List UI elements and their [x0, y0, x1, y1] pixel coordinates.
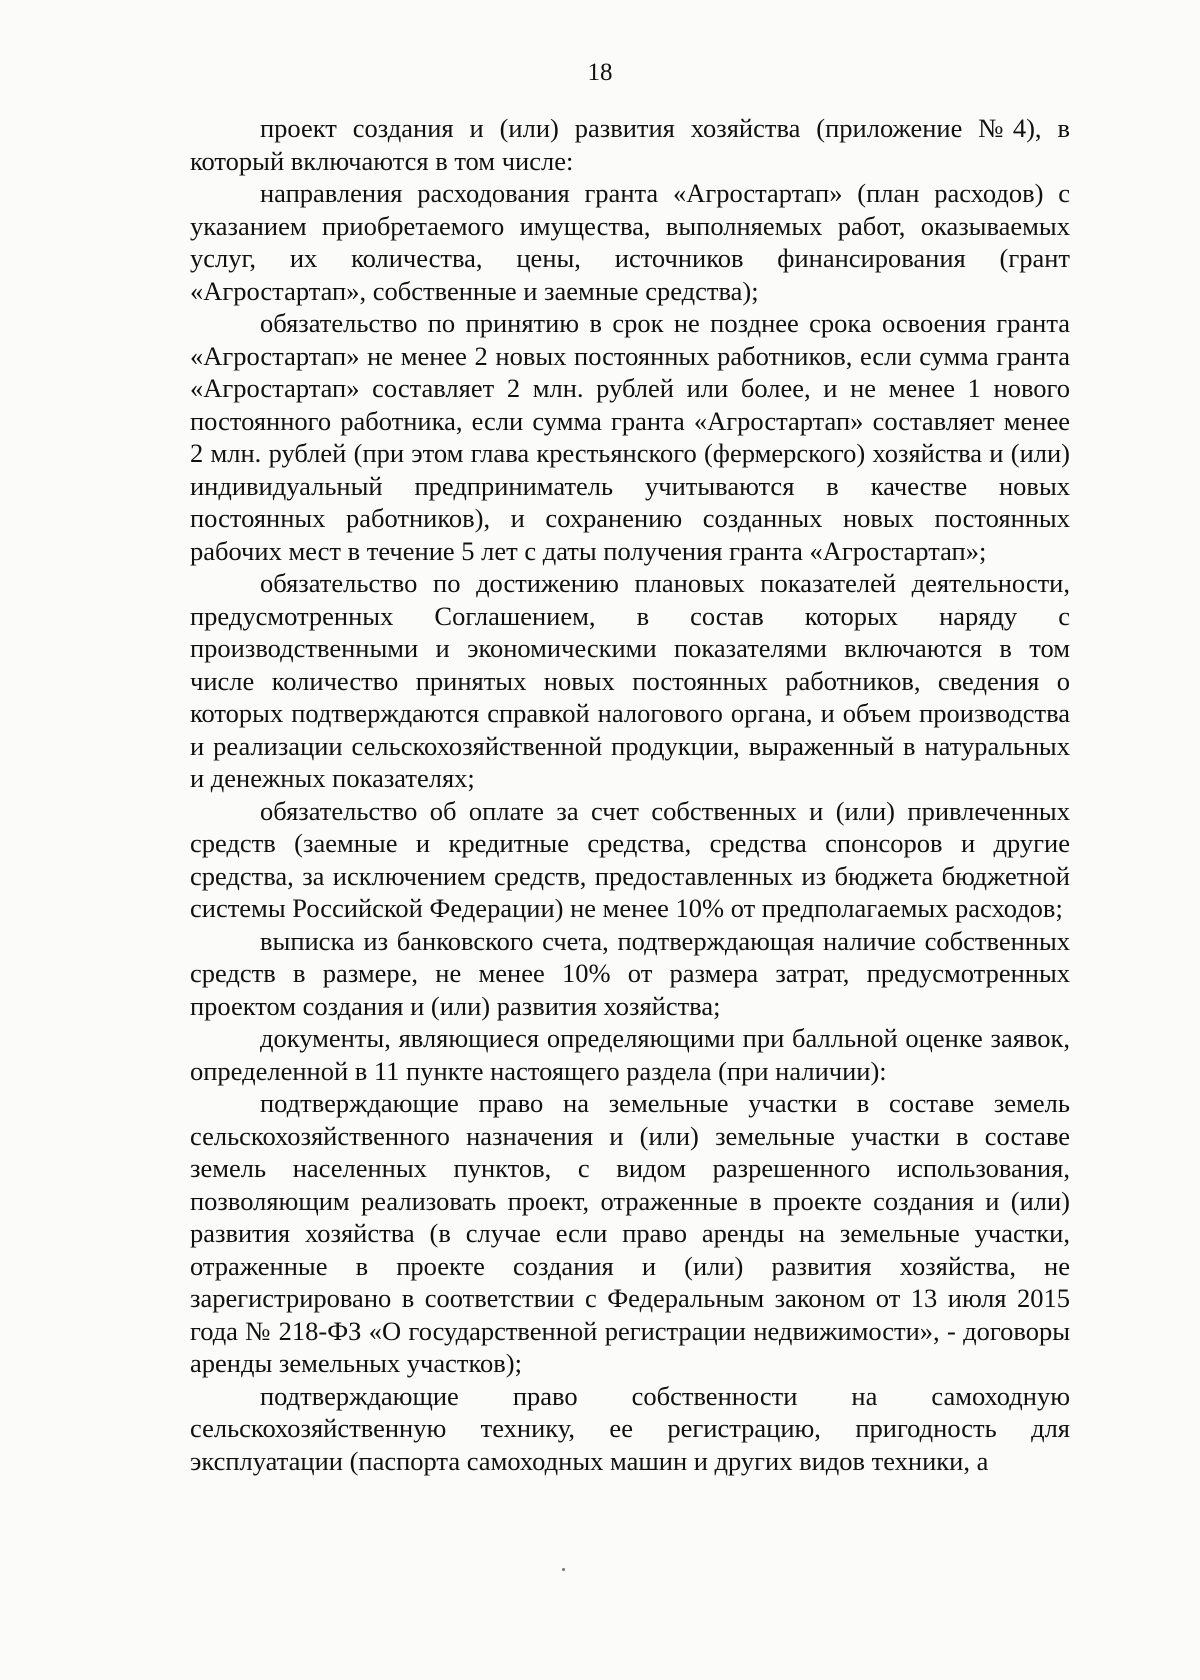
paragraph-land-rights: подтверждающие право на земельные участки в составе земель сельскохозяйственного назначения и (или) земельные участки в составе земель населенных пунктов, с видом разрешенного использования, позволяющим реализовать проект, отраженные в проекте создания и (или) развития хозяйства (в случае если право аренды на земельные участки, отраженные в проекте создания и (или) развития хозяйства, не зарегистрировано в соответствии с Федеральным законом от 13 июля 2015 года № 218-ФЗ «О государственной регистрации недвижимости», - договоры аренды земельных участков);	[190, 1088, 1070, 1378]
paragraph-spending-plan: направления расходования гранта «Агростартап» (план расходов) с указанием приобретаемого имущества, выполняемых работ, оказываемых услуг, их количества, цены, источников финансирования (грант «Агростартап», собственные и заемные средства);	[190, 178, 1070, 306]
paragraph-machinery-ownership: подтверждающие право собственности на самоходную сельскохозяйственную технику, ее регистрацию, пригодность для эксплуатации (паспорта самоходных машин и других видов техники, а	[190, 1380, 1070, 1476]
document-body	[190, 112, 1070, 1477]
paragraph-cofinancing-obligation: обязательство об оплате за счет собственных и (или) привлеченных средств (заемные и кредитные средства, средства спонсоров и другие средства, за исключением средств, предоставленных из бюджета бюджетной системы Российской Федерации) не менее 10% от предполагаемых расходов;	[190, 795, 1070, 923]
paragraph-hiring-obligation: обязательство по принятию в срок не позднее срока освоения гранта «Агростартап» не менее 2 новых постоянных работников, если сумма гранта «Агростартап» составляет 2 млн. рублей или более, и не менее 1 нового постоянного работника, если сумма гранта «Агростартап» составляет менее 2 млн. рублей (при этом глава крестьянского (фермерского) хозяйства и (или) индивидуальный предприниматель учитываются в качестве новых постоянных работников), и сохранению созданных новых постоянных рабочих мест в течение 5 лет с даты получения гранта «Агростартап»;	[190, 308, 1070, 566]
paragraph-performance-targets: обязательство по достижению плановых показателей деятельности, предусмотренных Соглашением, в состав которых наряду с производственными и экономическими показателями включаются в том числе количество принятых новых постоянных работников, сведения о которых подтверждаются справкой налогового органа, и объем производства и реализации сельскохозяйственной продукции, выраженный в натуральных и денежных показателях;	[190, 568, 1070, 793]
paragraph-business-project: проект создания и (или) развития хозяйства (приложение №4), в который включаются в том числе:	[190, 113, 1070, 176]
paragraph-scoring-documents: документы, являющиеся определяющими при балльной оценке заявок, определенной в 11 пункте настоящего раздела (при наличии):	[190, 1023, 1070, 1086]
scan-speck	[562, 1568, 565, 1571]
paragraph-bank-statement: выписка из банковского счета, подтверждающая наличие собственных средств в размере, не менее 10% от размера затрат, предусмотренных проектом создания и (или) развития хозяйства;	[190, 925, 1070, 1021]
page-number: 18	[587, 59, 613, 86]
